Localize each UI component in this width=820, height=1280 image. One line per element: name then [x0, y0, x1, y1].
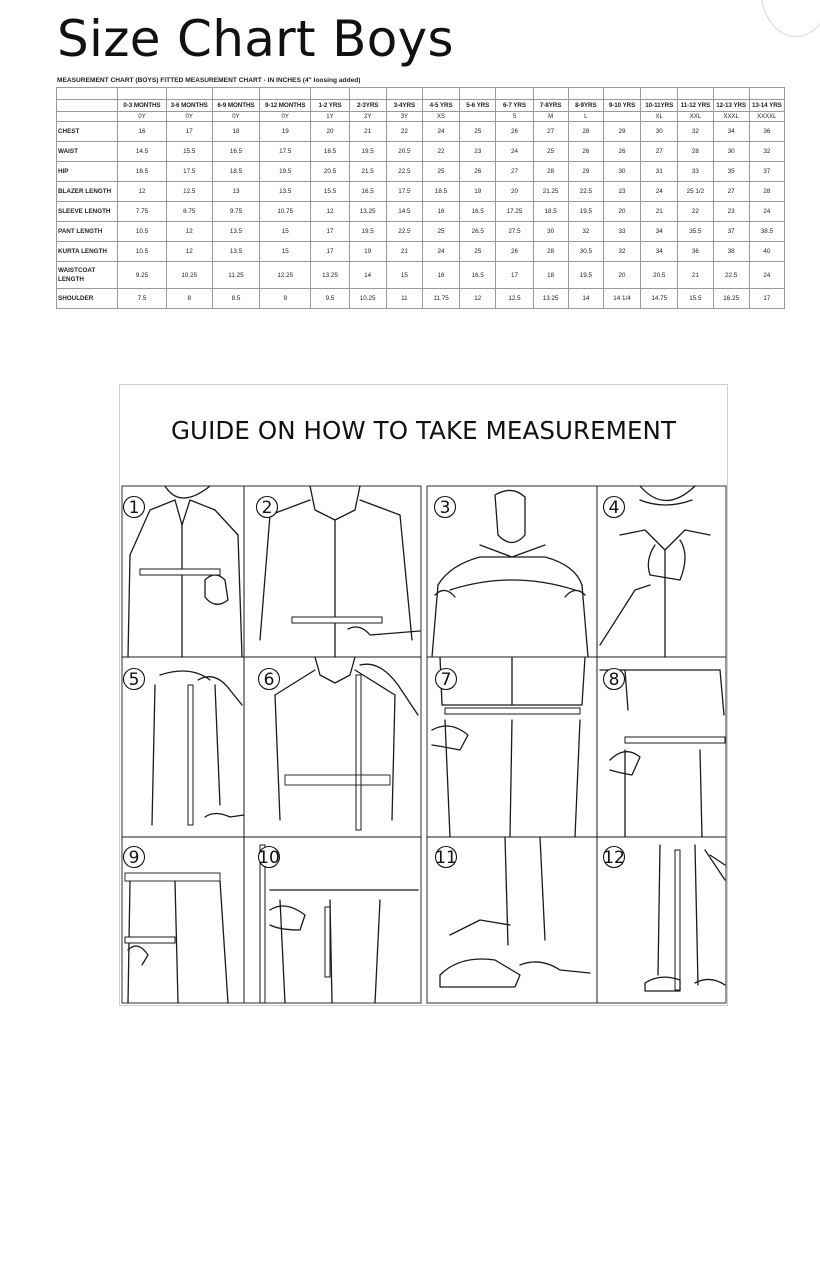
table-cell: 22.5	[386, 222, 422, 242]
table-cell: 13.5	[212, 242, 259, 262]
size-code-row	[57, 112, 785, 122]
panel-number: 8	[608, 670, 620, 690]
table-cell: 21.25	[533, 182, 568, 202]
panel-6-kurta	[275, 657, 418, 830]
table-cell	[386, 88, 422, 100]
table-cell	[749, 88, 784, 100]
table-cell: 38.5	[749, 222, 784, 242]
table-cell: 36	[678, 242, 713, 262]
panel-1-chest	[128, 486, 242, 657]
table-cell: 30	[641, 122, 678, 142]
panel-number: 11	[435, 848, 457, 868]
table-cell: 22	[678, 202, 713, 222]
table-cell: 20	[496, 182, 533, 202]
table-cell: 30.5	[568, 242, 603, 262]
table-cell: 33	[603, 222, 640, 242]
table-cell: 34	[641, 222, 678, 242]
table-cell: 24	[749, 262, 784, 289]
row-label: WAISTCOAT LENGTH	[57, 262, 118, 289]
table-header-cell: 9-12 MONTHS	[260, 100, 311, 112]
table-cell: 9.5	[311, 289, 349, 309]
table-cell: 14.5	[386, 202, 422, 222]
table-cell: 14.5	[118, 142, 166, 162]
table-cell: 26	[603, 142, 640, 162]
table-cell: 12.5	[166, 182, 212, 202]
table-cell: 17	[496, 262, 533, 289]
table-cell: 9	[260, 289, 311, 309]
table-spacer-row	[57, 88, 785, 100]
table-cell	[568, 88, 603, 100]
table-cell: 22	[386, 122, 422, 142]
size-code-cell: XXXXL	[749, 112, 784, 122]
table-cell	[212, 88, 259, 100]
table-cell: 37	[713, 222, 749, 242]
table-cell: 24	[422, 122, 459, 142]
size-code-cell	[460, 112, 496, 122]
panel-number: 5	[128, 670, 140, 690]
size-code-cell: 1Y	[311, 112, 349, 122]
table-cell: 13	[212, 182, 259, 202]
table-cell: 24	[641, 182, 678, 202]
table-cell: 29	[568, 162, 603, 182]
table-cell: 21	[386, 242, 422, 262]
panel-2-waist	[260, 486, 420, 657]
table-cell: 27	[533, 122, 568, 142]
table-cell	[260, 88, 311, 100]
table-cell: 11.25	[212, 262, 259, 289]
size-code-cell: L	[568, 112, 603, 122]
table-cell: 18.5	[212, 162, 259, 182]
table-cell: 13.25	[533, 289, 568, 309]
panel-12-inseam	[645, 845, 725, 991]
table-cell: 35.5	[678, 222, 713, 242]
table-cell: 15	[260, 242, 311, 262]
table-cell: 26	[460, 162, 496, 182]
panel-number: 12	[603, 848, 625, 868]
table-cell: 30	[603, 162, 640, 182]
table-cell: 19	[260, 122, 311, 142]
table-cell: 15	[386, 262, 422, 289]
table-cell: 19.5	[568, 202, 603, 222]
table-header-cell: 0-3 MONTHS	[118, 100, 166, 112]
panel-number: 4	[608, 498, 620, 518]
page-title: Size Chart Boys	[57, 10, 454, 68]
table-cell: 31	[641, 162, 678, 182]
size-code-cell: S	[496, 112, 533, 122]
table-cell: 13.5	[212, 222, 259, 242]
table-cell	[496, 88, 533, 100]
table-cell: 20	[603, 202, 640, 222]
table-header-cell: 9-10 YRS	[603, 100, 640, 112]
table-cell	[641, 88, 678, 100]
table-cell	[678, 88, 713, 100]
size-code-cell: XXL	[678, 112, 713, 122]
table-cell: 24	[496, 142, 533, 162]
table-row	[57, 289, 785, 309]
table-cell: 19.5	[260, 162, 311, 182]
table-cell	[166, 88, 212, 100]
table-row	[57, 222, 785, 242]
table-cell: 23	[460, 142, 496, 162]
measurement-table	[56, 87, 785, 309]
table-cell: 14 1/4	[603, 289, 640, 309]
table-cell: 27	[496, 162, 533, 182]
size-code-cell: 0Y	[118, 112, 166, 122]
table-cell: 23	[603, 182, 640, 202]
table-cell: 22.5	[713, 262, 749, 289]
table-cell: 16.25	[713, 289, 749, 309]
table-cell: 28	[533, 242, 568, 262]
panel-frames	[122, 486, 726, 1003]
table-cell: 17	[166, 122, 212, 142]
table-header-cell: 7-8YRS	[533, 100, 568, 112]
table-cell: 25	[533, 142, 568, 162]
table-row	[57, 122, 785, 142]
table-cell	[118, 88, 166, 100]
size-code-cell: XXXL	[713, 112, 749, 122]
table-cell: 34	[641, 242, 678, 262]
table-cell: 30	[533, 222, 568, 242]
table-cell: 19.5	[349, 222, 386, 242]
table-cell: 18	[533, 262, 568, 289]
table-cell: 22	[422, 142, 459, 162]
table-cell: 14	[568, 289, 603, 309]
table-cell: 21	[678, 262, 713, 289]
table-cell: 17	[749, 289, 784, 309]
panel-number: 7	[440, 670, 452, 690]
size-code-cell: XL	[641, 112, 678, 122]
table-cell: 17	[311, 242, 349, 262]
table-cell: 9.25	[118, 262, 166, 289]
size-code-cell: 2Y	[349, 112, 386, 122]
table-cell: 13.5	[260, 182, 311, 202]
panel-11-hem	[440, 837, 590, 987]
panel-number: 3	[439, 498, 451, 518]
table-cell: 21.5	[349, 162, 386, 182]
table-cell: 10.5	[118, 242, 166, 262]
table-cell: 21	[641, 202, 678, 222]
table-cell: 16.5	[212, 142, 259, 162]
table-cell: 17.25	[496, 202, 533, 222]
table-cell: 33	[678, 162, 713, 182]
row-label: BLAZER LENGTH	[57, 182, 118, 202]
table-cell: 14	[349, 262, 386, 289]
table-cell: 12	[460, 289, 496, 309]
table-cell: 25	[460, 242, 496, 262]
table-cell: 35	[713, 162, 749, 182]
table-header-cell: 3-6 MONTHS	[166, 100, 212, 112]
panel-10-pant-length	[260, 845, 418, 1003]
table-row	[57, 142, 785, 162]
table-header-cell: 2-3YRS	[349, 100, 386, 112]
table-cell: 37	[749, 162, 784, 182]
table-cell: 22.5	[568, 182, 603, 202]
table-cell: 12.5	[496, 289, 533, 309]
table-cell: 27	[713, 182, 749, 202]
chart-caption: MEASUREMENT CHART (BOYS) FITTED MEASUREMENT CHART - IN INCHES (4" loosing added)	[57, 77, 361, 84]
guide-heading: GUIDE ON HOW TO TAKE MEASUREMENT	[170, 416, 677, 445]
table-cell: 25	[460, 122, 496, 142]
table-cell: 14.75	[641, 289, 678, 309]
table-row	[57, 182, 785, 202]
table-cell	[460, 88, 496, 100]
row-label: CHEST	[57, 122, 118, 142]
table-cell: 28	[568, 122, 603, 142]
table-row	[57, 242, 785, 262]
size-code-cell: 0Y	[212, 112, 259, 122]
table-cell: 21	[349, 122, 386, 142]
table-cell: 26.5	[460, 222, 496, 242]
table-cell: 12	[311, 202, 349, 222]
table-header-cell: 5-6 YRS	[460, 100, 496, 112]
table-cell: 28	[678, 142, 713, 162]
table-cell: 15	[260, 222, 311, 242]
table-cell	[349, 88, 386, 100]
table-cell: 16.5	[460, 202, 496, 222]
guide-illustrations	[120, 385, 727, 1005]
table-header-cell: 6-9 MONTHS	[212, 100, 259, 112]
table-cell: 20	[311, 122, 349, 142]
row-label: SLEEVE LENGTH	[57, 202, 118, 222]
size-code-cell	[603, 112, 640, 122]
table-cell: 40	[749, 242, 784, 262]
table-cell: 26	[496, 122, 533, 142]
table-cell: 16.5	[349, 182, 386, 202]
table-cell: 10.25	[166, 262, 212, 289]
table-cell: 15.5	[311, 182, 349, 202]
table-cell: 18.5	[533, 202, 568, 222]
table-cell: 26	[568, 142, 603, 162]
table-cell: 24	[422, 242, 459, 262]
table-cell: 8	[166, 289, 212, 309]
table-cell: 28	[533, 162, 568, 182]
table-cell: 12	[166, 242, 212, 262]
size-code-cell: 3Y	[386, 112, 422, 122]
table-cell: 19.5	[349, 142, 386, 162]
table-cell: 17.5	[260, 142, 311, 162]
table-cell	[603, 88, 640, 100]
row-label: PANT LENGTH	[57, 222, 118, 242]
size-code-cell: 0Y	[166, 112, 212, 122]
table-cell: 32	[603, 242, 640, 262]
table-row	[57, 162, 785, 182]
table-cell: 28	[749, 182, 784, 202]
row-label: WAIST	[57, 142, 118, 162]
panel-number: 10	[258, 848, 280, 868]
table-cell: 10.5	[118, 222, 166, 242]
table-cell	[311, 88, 349, 100]
table-header-cell: 12-13 YRS	[713, 100, 749, 112]
table-cell: 23	[713, 202, 749, 222]
table-cell: 7.75	[118, 202, 166, 222]
table-cell	[57, 112, 118, 122]
table-cell	[713, 88, 749, 100]
table-cell: 16.5	[460, 262, 496, 289]
table-cell: 19	[349, 242, 386, 262]
table-cell: 36	[749, 122, 784, 142]
table-cell: 16	[118, 122, 166, 142]
panel-8-pant-waist	[600, 670, 725, 837]
table-cell: 24	[749, 202, 784, 222]
table-cell	[422, 88, 459, 100]
table-cell: 25 1/2	[678, 182, 713, 202]
table-cell: 34	[713, 122, 749, 142]
table-cell: 30	[713, 142, 749, 162]
table-cell: 29	[603, 122, 640, 142]
table-cell: 22.5	[386, 162, 422, 182]
table-cell: 20.5	[311, 162, 349, 182]
table-cell: 10.25	[349, 289, 386, 309]
table-cell: 13.25	[311, 262, 349, 289]
table-cell: 18	[212, 122, 259, 142]
table-cell: 32	[568, 222, 603, 242]
table-cell: 7.5	[118, 289, 166, 309]
table-cell: 15.5	[678, 289, 713, 309]
table-cell: 18.5	[422, 182, 459, 202]
table-row	[57, 202, 785, 222]
measurement-guide	[119, 384, 728, 1006]
table-cell: 20	[603, 262, 640, 289]
size-code-cell: M	[533, 112, 568, 122]
table-cell	[57, 88, 118, 100]
table-cell: 32	[749, 142, 784, 162]
table-cell: 25	[422, 222, 459, 242]
table-cell: 15.5	[166, 142, 212, 162]
table-cell: 16.5	[118, 162, 166, 182]
table-cell	[533, 88, 568, 100]
table-cell: 11	[386, 289, 422, 309]
row-label: KURTA LENGTH	[57, 242, 118, 262]
table-cell: 19	[460, 182, 496, 202]
table-cell: 25	[422, 162, 459, 182]
table-cell: 19.5	[568, 262, 603, 289]
table-header-cell: 13-14 YRS	[749, 100, 784, 112]
panel-5-sleeve	[152, 671, 244, 825]
table-header-row	[57, 100, 785, 112]
table-cell: 8.75	[166, 202, 212, 222]
table-header-cell: 11-12 YRS	[678, 100, 713, 112]
table-header-cell: 3-4YRS	[386, 100, 422, 112]
table-cell: 13.25	[349, 202, 386, 222]
table-cell: 17.5	[166, 162, 212, 182]
table-cell: 12.25	[260, 262, 311, 289]
panel-number: 1	[128, 498, 140, 518]
table-cell: 10.75	[260, 202, 311, 222]
table-header-cell: 10-11YRS	[641, 100, 678, 112]
table-cell: 11.75	[422, 289, 459, 309]
table-cell: 26	[496, 242, 533, 262]
table-cell: 20.5	[386, 142, 422, 162]
table-cell: 12	[118, 182, 166, 202]
table-header-cell: 6-7 YRS	[496, 100, 533, 112]
table-cell: 32	[678, 122, 713, 142]
panel-number: 2	[261, 498, 273, 518]
panel-9-seat	[125, 873, 228, 1003]
table-cell: 27	[641, 142, 678, 162]
table-cell: 27.5	[496, 222, 533, 242]
table-header-cell	[57, 100, 118, 112]
table-cell: 9.75	[212, 202, 259, 222]
table-header-cell: 8-9YRS	[568, 100, 603, 112]
table-cell: 20.5	[641, 262, 678, 289]
panel-number: 9	[128, 848, 140, 868]
guide-illustration-svg	[120, 385, 727, 1005]
table-header-cell: 4-5 YRS	[422, 100, 459, 112]
panel-3-shoulder	[432, 490, 588, 657]
table-cell: 16	[422, 262, 459, 289]
table-cell: 17.5	[386, 182, 422, 202]
corner-decoration	[760, 0, 820, 37]
table-cell: 8.5	[212, 289, 259, 309]
table-cell: 18.5	[311, 142, 349, 162]
row-label: HIP	[57, 162, 118, 182]
size-code-cell: 0Y	[260, 112, 311, 122]
size-code-cell: XS	[422, 112, 459, 122]
table-cell: 16	[422, 202, 459, 222]
table-row	[57, 262, 785, 289]
row-label: SHOULDER	[57, 289, 118, 309]
panel-number: 6	[263, 670, 275, 690]
table-cell: 38	[713, 242, 749, 262]
table-cell: 17	[311, 222, 349, 242]
table-cell: 12	[166, 222, 212, 242]
table-header-cell: 1-2 YRS	[311, 100, 349, 112]
